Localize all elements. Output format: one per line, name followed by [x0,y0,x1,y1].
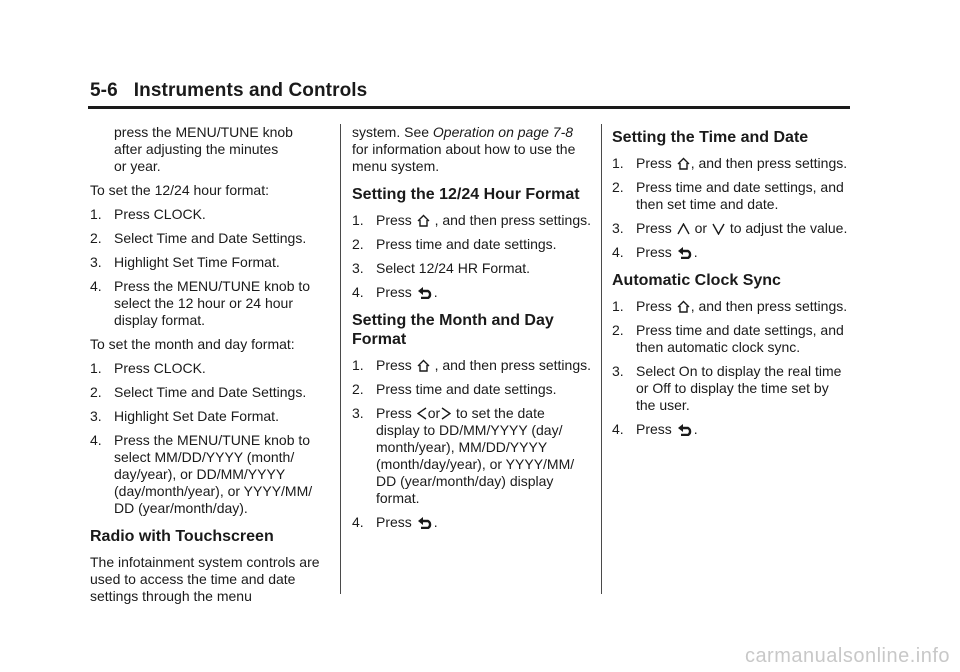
step-number: 4. [90,278,102,294]
step-text-b: to set the date display to DD/MM/YYYY (day/ month/year), MM/DD/YYYY (month/day/year), or YYYY/MM/ DD (year/month/day) display format. [376,405,575,506]
step-text-b: . [433,514,438,530]
step-text-b: to adjust the value. [729,220,848,236]
list-item [90,206,328,223]
step-text: Press time and date settings. [376,381,557,397]
list-item [612,220,852,237]
list-item [352,405,592,507]
paragraph: The infotainment system controls are used to access the time and date settings through the menu [90,554,320,604]
step-number: 3. [352,260,364,276]
step-number: 3. [90,254,102,270]
step-text-b: . [433,284,438,300]
section-heading: Setting the Time and Date [612,129,809,146]
step-number: 1. [352,212,364,228]
step-text [636,298,852,315]
back-icon [677,423,693,436]
continued-text [90,124,328,175]
step-number: 3. [352,405,364,421]
step-number: 2. [352,236,364,252]
list-item [352,514,592,531]
step-text-b: . [693,421,698,437]
step-number: 2. [352,381,364,397]
step-text-a: Press [636,220,672,236]
home-icon [417,214,430,227]
step-text-a: Press [636,421,672,437]
list-item [90,278,328,329]
step-number: 2. [612,179,624,195]
step-number: 1. [612,155,624,171]
step-number: 3. [612,363,624,379]
continued-text-a: system. See [352,124,433,140]
step-number: 3. [90,408,102,424]
list-item [90,360,328,377]
step-text-b: . [693,244,698,260]
continued-text [352,124,592,175]
list-item [352,357,592,374]
step-text [376,514,592,531]
step-text-b: , and then press settings. [434,357,592,373]
step-number: 4. [352,284,364,300]
list-item [612,244,852,261]
continued-line-1: press the MENU/TUNE knob [114,124,293,140]
step-text: Select Time and Date Settings. [114,384,307,400]
step-text-a: Press [376,357,412,373]
step-number: 1. [90,206,102,222]
step-text-a: Press [636,298,672,314]
step-text: Highlight Set Time Format. [114,254,280,270]
list-item [612,322,852,356]
step-text: Press the MENU/TUNE knob to select MM/DD/YYYY (month/ day/year), or DD/MM/YYYY (day/month/year), or YYYY/MM/ DD (year/month/day). [114,432,313,516]
step-text: Press the MENU/TUNE knob to select the 12 hour or 24 hour display format. [114,278,311,328]
step-text: Press CLOCK. [114,206,206,222]
step-number: 4. [612,421,624,437]
step-text: Press time and date settings. [376,236,557,252]
step-number: 1. [90,360,102,376]
step-text: Press time and date settings, and then set time and date. [636,179,844,212]
chevron-left-icon [417,407,427,420]
step-number: 4. [90,432,102,448]
step-text-a: Press [636,155,672,171]
list-item [612,421,852,438]
step-number: 1. [612,298,624,314]
step-text-a: Press [376,284,412,300]
back-icon [417,286,433,299]
step-text [636,155,852,172]
back-icon [677,246,693,259]
section-heading: Setting the 12/24 Hour Format [352,186,580,203]
or-text: or [427,405,441,421]
column-2 [352,124,592,538]
step-text-b: , and then press settings. [690,155,848,171]
step-text-b: , and then press settings. [434,212,592,228]
list-item [352,260,592,277]
list-item [90,408,328,425]
chevron-down-icon [712,223,725,235]
list-item [612,155,852,172]
step-text: Select 12/24 HR Format. [376,260,531,276]
step-text [636,244,852,261]
cross-reference-link[interactable]: Operation on page 7-8 [432,124,574,140]
step-number: 1. [352,357,364,373]
home-icon [417,359,430,372]
section-heading: Setting the Month and Day Format [352,312,554,348]
step-text [376,284,592,301]
page-title [88,80,850,102]
intro-month-day: To set the month and day format: [90,336,295,352]
section-heading: Radio with Touchscreen [90,528,274,545]
intro-1224: To set the 12/24 hour format: [90,182,269,198]
list-item [612,363,852,414]
continued-line-3: or year. [114,158,161,174]
continued-text-b: for information about how to use the menu system. [352,141,576,174]
chevron-up-icon [677,223,690,235]
section-number: 5-6 [90,80,118,101]
column-divider [601,124,602,594]
header-rule [88,106,850,109]
step-text: Press time and date settings, and then automatic clock sync. [636,322,844,355]
column-divider [340,124,341,594]
list-item [612,179,852,213]
home-icon [677,157,690,170]
page-header [88,80,850,102]
column-1 [90,124,328,612]
step-number: 4. [612,244,624,260]
list-item [90,254,328,271]
or-text: or [694,220,708,236]
step-text [376,405,592,507]
step-number: 4. [352,514,364,530]
section-heading: Automatic Clock Sync [612,272,781,289]
step-text [376,357,592,374]
back-icon [417,516,433,529]
list-item [352,381,592,398]
step-text [636,220,852,237]
chapter-title: Instruments and Controls [133,80,368,101]
home-icon [677,300,690,313]
list-item [612,298,852,315]
step-text-b: , and then press settings. [690,298,848,314]
step-number: 3. [612,220,624,236]
step-text [376,212,592,229]
chevron-right-icon [441,407,451,420]
continued-line-2: after adjusting the minutes [114,141,279,157]
list-item [90,230,328,247]
step-text [636,421,852,438]
step-text-a: Press [376,212,412,228]
step-text-a: Press [376,514,412,530]
step-text: Select Time and Date Settings. [114,230,307,246]
step-number: 2. [612,322,624,338]
list-item [352,212,592,229]
list-item [352,236,592,253]
list-item [90,384,328,401]
step-number: 2. [90,230,102,246]
watermark-url: carmanualsonline.info [744,645,950,667]
step-text: Press CLOCK. [114,360,206,376]
step-text: Select On to display the real time or Off to display the time set by the user. [636,363,842,413]
step-text-a: Press [376,405,412,421]
list-item [352,284,592,301]
step-text: Highlight Set Date Format. [114,408,279,424]
step-text-a: Press [636,244,672,260]
column-3 [612,124,852,445]
step-number: 2. [90,384,102,400]
list-item [90,432,328,517]
